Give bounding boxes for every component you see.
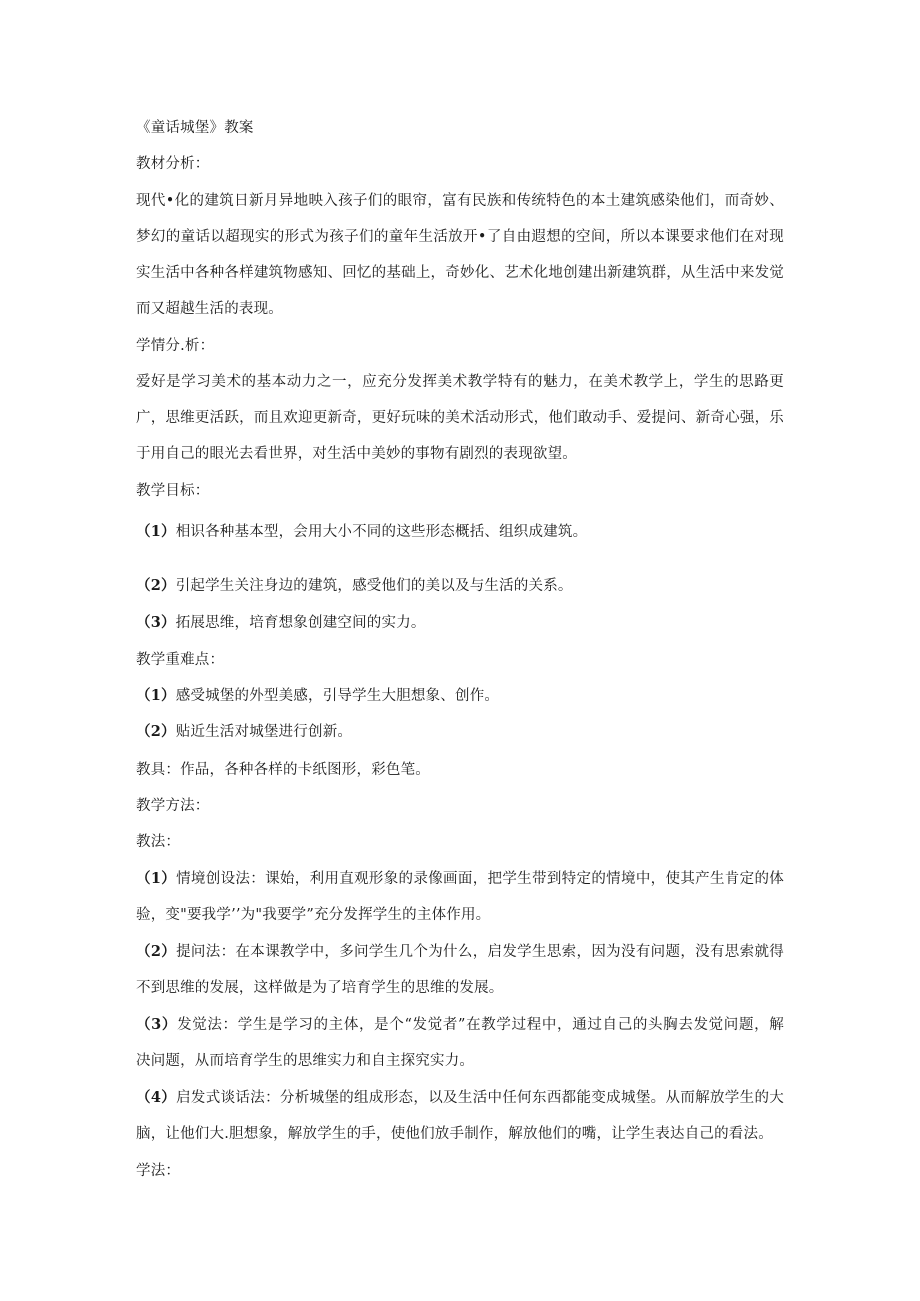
teach-method-text: 启发式谈话法：分析城堡的组成形态，以及生活中任何东西都能变成城堡。从而解放学生的大 (176, 1090, 784, 1106)
goal-text: 相识各种基本型，会用大小不同的这些形态概括、组织成建筑。 (175, 524, 588, 540)
key-point-item (136, 722, 352, 742)
goal-number: （3） (136, 614, 176, 631)
paragraph-line: 广，思维更活跃，而且欢迎更新奇，更好玩味的美术活动形式，他们敢动手、爱提问、新奇心强，乐 (136, 410, 784, 426)
document-title: 《童话城堡》教案 (136, 120, 254, 136)
teach-method-number: （3） (136, 1016, 178, 1033)
key-point-number: （1） (136, 687, 176, 704)
teach-method-text: 发觉法：学生是学习的主体，是个“发觉者”在教学过程中，通过自己的头胸去发觉问题，解 (177, 1017, 784, 1033)
goals-heading: 教学目标： (136, 483, 210, 499)
student-heading: 学情分.析： (136, 338, 215, 354)
paragraph-line: 实生活中各种各样建筑物感知、回忆的基础上，奇妙化、艺术化地创建出新建筑群，从生活中来发觉 (136, 265, 784, 281)
goal-number: （2） (136, 577, 176, 594)
teach-method-text: 提问法：在本课教学中，多问学生几个为什么，启发学生思索，因为没有问题，没有思索就得 (176, 944, 784, 960)
teach-method-line (136, 1015, 784, 1035)
paragraph-line: 爱好是学习美术的基本动力之一，应充分发挥美术教学特有的魅力，在美术教学上，学生的思路更 (136, 374, 784, 390)
learn-heading: 学法： (136, 1163, 181, 1179)
teach-method-line: 不到思维的发展，这样做是为了培育学生的思维的发展。 (136, 980, 504, 996)
teach-method-line (136, 1088, 784, 1108)
key-point-item (136, 686, 499, 706)
teach-method-number: （2） (136, 943, 177, 960)
goal-item (136, 522, 587, 542)
goal-item (136, 613, 426, 633)
key-point-text: 贴近生活对城堡进行创新。 (175, 724, 353, 740)
paragraph-line: 于用自己的眼光去看世界，对生活中美妙的事物有剧烈的表现欲望。 (136, 446, 577, 462)
teach-method-line: 脑，让他们大.胆想象，解放学生的手，使他们放手制作，解放他们的嘴，让学生表达自己的看法。 (136, 1126, 773, 1142)
goal-text: 拓展思维，培育想象创建空间的实力。 (175, 615, 426, 631)
teach-method-line: 决问题，从而培育学生的思维实力和自主探究实力。 (136, 1053, 475, 1069)
teach-method-line: 验，变"要我学’’为"我要学”充分发挥学生的主体作用。 (136, 907, 491, 923)
teach-method-text: 情境创设法：课始，利用直观形象的录像画面，把学生带到特定的情境中，使其产生肯定的体 (176, 871, 784, 887)
paragraph-line: 而又超越生活的表现。 (136, 301, 283, 317)
goal-number: （1） (136, 523, 176, 540)
key-point-number: （2） (136, 723, 176, 740)
teach-heading: 教法： (136, 834, 181, 850)
tools-line: 教具：作品，各种各样的卡纸图形，彩色笔。 (136, 762, 430, 778)
goal-text: 引起学生关注身边的建筑，感受他们的美以及与生活的关系。 (175, 578, 573, 594)
paragraph-line: 梦幻的童话以超现实的形式为孩子们的童年生活放开•了自由遐想的空间，所以本课要求他们在对现 (136, 229, 784, 245)
teach-method-number: （4） (136, 1089, 177, 1106)
paragraph-line: 现代•化的建筑日新月异地映入孩子们的眼帘，富有民族和传统特色的本土建筑感染他们，而奇妙、 (136, 193, 784, 209)
key-point-text: 感受城堡的外型美感，引导学生大胆想象、创作。 (175, 688, 500, 704)
teach-method-number: （1） (136, 870, 177, 887)
key-points-heading: 教学重难点： (136, 652, 225, 668)
methods-heading: 教学方法： (136, 798, 210, 814)
teach-method-line (136, 869, 784, 889)
goal-item (136, 576, 573, 596)
teach-method-line (136, 942, 784, 962)
material-heading: 教材分析： (136, 156, 210, 172)
